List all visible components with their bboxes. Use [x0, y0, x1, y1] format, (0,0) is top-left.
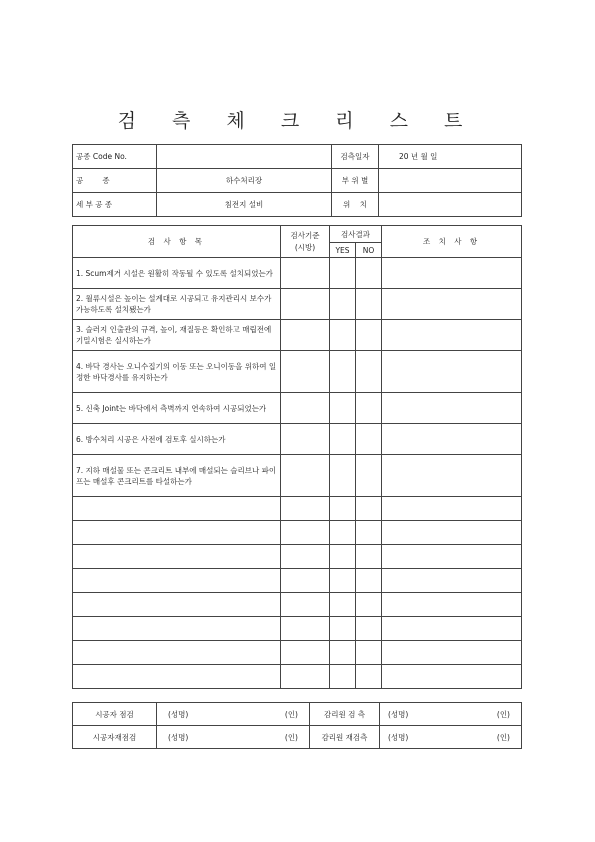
col-header-action: 조 치 사 항 — [382, 226, 522, 258]
yes-checkbox-cell[interactable] — [330, 569, 356, 593]
work-type-label: 공 종 — [73, 169, 157, 193]
no-checkbox-cell[interactable] — [356, 351, 382, 393]
standard-cell[interactable] — [281, 497, 330, 521]
no-checkbox-cell[interactable] — [356, 593, 382, 617]
yes-checkbox-cell[interactable] — [330, 393, 356, 424]
action-cell[interactable] — [382, 665, 522, 689]
supervisor-recheck-label: 감리원 재검측 — [310, 726, 380, 749]
standard-cell[interactable] — [281, 393, 330, 424]
yes-checkbox-cell[interactable] — [330, 258, 356, 289]
contractor-recheck-label: 시공자재점검 — [73, 726, 157, 749]
no-checkbox-cell[interactable] — [356, 569, 382, 593]
table-row — [73, 617, 522, 641]
name-placeholder: (성명) — [168, 709, 189, 719]
page-title: 검 측 체 크 리 스 트 — [117, 110, 478, 132]
work-type-field[interactable]: 하수처리장 — [157, 169, 332, 193]
yes-checkbox-cell[interactable] — [330, 351, 356, 393]
section-label: 부 위 별 — [332, 169, 379, 193]
standard-cell[interactable] — [281, 569, 330, 593]
action-cell[interactable] — [382, 641, 522, 665]
col-header-yes: YES — [330, 243, 356, 258]
table-row — [73, 665, 522, 689]
no-checkbox-cell[interactable] — [356, 393, 382, 424]
table-row — [73, 497, 522, 521]
yes-checkbox-cell[interactable] — [330, 641, 356, 665]
inspect-date-field[interactable]: 20 년 월 일 — [379, 145, 522, 169]
standard-cell[interactable] — [281, 593, 330, 617]
table-row — [73, 393, 522, 424]
standard-cell[interactable] — [281, 289, 330, 320]
standard-cell[interactable] — [281, 455, 330, 497]
name-placeholder: (성명) — [388, 709, 409, 719]
contractor-resign-field[interactable] — [157, 726, 310, 749]
detail-field[interactable]: 침전지 설비 — [157, 193, 332, 217]
checklist-item-text: 1. Scum제거 시설은 원활히 작동될 수 있도록 설치되었는가 — [73, 258, 281, 289]
location-field[interactable] — [379, 193, 522, 217]
supervisor-sign-field[interactable] — [380, 703, 522, 726]
table-row — [73, 521, 522, 545]
action-cell[interactable] — [382, 569, 522, 593]
contractor-sign-field[interactable] — [157, 703, 310, 726]
table-row — [73, 593, 522, 617]
yes-checkbox-cell[interactable] — [330, 545, 356, 569]
standard-cell[interactable] — [281, 424, 330, 455]
no-checkbox-cell[interactable] — [356, 320, 382, 351]
header-table — [72, 144, 522, 217]
no-checkbox-cell[interactable] — [356, 455, 382, 497]
checklist-item-text: 2. 월류시설은 높이는 설계대로 시공되고 유지관리시 보수가 가능하도록 설치됐는가 — [73, 289, 281, 320]
standard-cell[interactable] — [281, 521, 330, 545]
checklist-item-text — [73, 497, 281, 521]
no-checkbox-cell[interactable] — [356, 521, 382, 545]
detail-label: 세 부 공 종 — [73, 193, 157, 217]
table-row — [73, 455, 522, 497]
action-cell[interactable] — [382, 424, 522, 455]
action-cell[interactable] — [382, 617, 522, 641]
yes-checkbox-cell[interactable] — [330, 521, 356, 545]
checklist-item-text — [73, 569, 281, 593]
checklist-item-text — [73, 545, 281, 569]
action-cell[interactable] — [382, 351, 522, 393]
no-checkbox-cell[interactable] — [356, 665, 382, 689]
inspect-date-label: 검측일자 — [332, 145, 379, 169]
action-cell[interactable] — [382, 455, 522, 497]
seal-placeholder: (인) — [496, 709, 510, 719]
standard-cell[interactable] — [281, 665, 330, 689]
no-checkbox-cell[interactable] — [356, 258, 382, 289]
no-checkbox-cell[interactable] — [356, 641, 382, 665]
location-label: 위 치 — [332, 193, 379, 217]
seal-placeholder: (인) — [496, 732, 510, 742]
col-header-no: NO — [356, 243, 382, 258]
action-cell[interactable] — [382, 258, 522, 289]
checklist-item-text: 6. 방수처리 시공은 사전에 검토후 실시하는가 — [73, 424, 281, 455]
action-cell[interactable] — [382, 320, 522, 351]
standard-cell[interactable] — [281, 641, 330, 665]
no-checkbox-cell[interactable] — [356, 497, 382, 521]
checklist-item-text — [73, 665, 281, 689]
checklist-item-text — [73, 617, 281, 641]
contractor-check-label: 시공자 점검 — [73, 703, 157, 726]
yes-checkbox-cell[interactable] — [330, 455, 356, 497]
checklist-item-text: 7. 지하 매설물 또는 콘크리트 내부에 매설되는 슬리브나 파이프는 매설후 콘크리트를 타설하는가 — [73, 455, 281, 497]
yes-checkbox-cell[interactable] — [330, 289, 356, 320]
checklist-item-text: 3. 슬러지 인출관의 규격, 높이, 재질등은 확인하고 매립전에 기밀시험은 실시하는가 — [73, 320, 281, 351]
table-row — [73, 424, 522, 455]
seal-placeholder: (인) — [284, 732, 298, 742]
col-header-item: 검 사 항 목 — [73, 226, 281, 258]
checklist-item-text — [73, 521, 281, 545]
no-checkbox-cell[interactable] — [356, 617, 382, 641]
yes-checkbox-cell[interactable] — [330, 617, 356, 641]
no-checkbox-cell[interactable] — [356, 545, 382, 569]
action-cell[interactable] — [382, 497, 522, 521]
yes-checkbox-cell[interactable] — [330, 665, 356, 689]
table-row — [73, 289, 522, 320]
signature-table — [72, 702, 522, 749]
work-code-field[interactable] — [157, 145, 332, 169]
action-cell[interactable] — [382, 521, 522, 545]
col-header-result: 검사결과 — [330, 226, 382, 243]
yes-checkbox-cell[interactable] — [330, 593, 356, 617]
table-row — [73, 351, 522, 393]
table-row — [73, 320, 522, 351]
action-cell[interactable] — [382, 593, 522, 617]
yes-checkbox-cell[interactable] — [330, 320, 356, 351]
standard-cell[interactable] — [281, 320, 330, 351]
action-cell[interactable] — [382, 393, 522, 424]
checklist-item-text — [73, 641, 281, 665]
supervisor-check-label: 감리원 검 측 — [310, 703, 380, 726]
work-code-label: 공종 Code No. — [73, 145, 157, 169]
standard-cell[interactable] — [281, 351, 330, 393]
yes-checkbox-cell[interactable] — [330, 497, 356, 521]
name-placeholder: (성명) — [388, 732, 409, 742]
col-header-standard: 검사기준 (시방) — [281, 226, 330, 258]
table-row — [73, 258, 522, 289]
checklist-item-text — [73, 593, 281, 617]
checklist-table — [72, 225, 522, 689]
no-checkbox-cell[interactable] — [356, 424, 382, 455]
no-checkbox-cell[interactable] — [356, 289, 382, 320]
supervisor-resign-field[interactable] — [380, 726, 522, 749]
table-row — [73, 569, 522, 593]
section-field[interactable] — [379, 169, 522, 193]
standard-cell[interactable] — [281, 545, 330, 569]
table-row — [73, 641, 522, 665]
standard-cell[interactable] — [281, 617, 330, 641]
checklist-item-text: 4. 바닥 경사는 오니수집기의 이동 또는 오니이동을 위하여 일정한 바닥경사를 유지하는가 — [73, 351, 281, 393]
name-placeholder: (성명) — [168, 732, 189, 742]
checklist-item-text: 5. 신축 Joint는 바닥에서 측벽까지 연속하여 시공되었는가 — [73, 393, 281, 424]
standard-cell[interactable] — [281, 258, 330, 289]
table-row — [73, 545, 522, 569]
seal-placeholder: (인) — [284, 709, 298, 719]
action-cell[interactable] — [382, 545, 522, 569]
action-cell[interactable] — [382, 289, 522, 320]
yes-checkbox-cell[interactable] — [330, 424, 356, 455]
